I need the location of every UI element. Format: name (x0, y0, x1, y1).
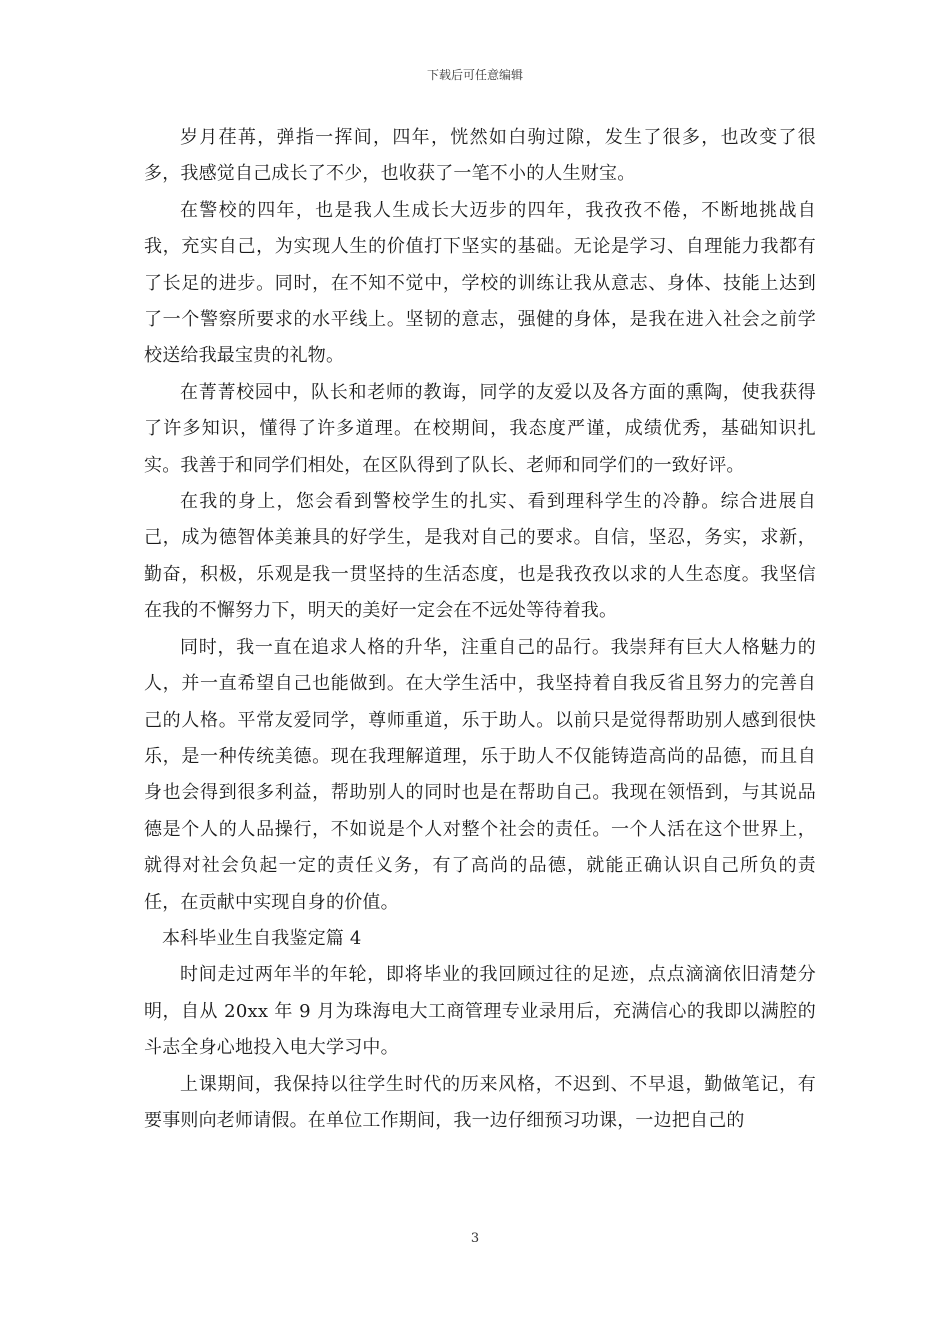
paragraph-3: 在菁菁校园中，队长和老师的教诲，同学的友爱以及各方面的熏陶，使我获得了许多知识，懂得了许多道理。在校期间，我态度严谨，成绩优秀，基础知识扎实。我善于和同学们相处，在区队得到了队长、老师和同学们的一致好评。 (144, 381, 816, 476)
paragraph-5: 同时，我一直在追求人格的升华，注重自己的品行。我崇拜有巨大人格魅力的人，并一直希望自己也能做到。在大学生活中，我坚持着自我反省且努力的完善自己的人格。平常友爱同学，尊师重道，乐于助人。以前只是觉得帮助别人感到很快乐，是一种传统美德。现在我理解道理，乐于助人不仅能铸造高尚的品德，而且自身也会得到很多利益，帮助别人的同时也是在帮助自己。我现在领悟到，与其说品德是个人的人品操行，不如说是个人对整个社会的责任。一个人活在这个世界上，就得对社会负起一定的责任义务，有了高尚的品德，就能正确认识自己所负的责任，在贡献中实现自身的价值。 (144, 636, 816, 913)
paragraph-6: 时间走过两年半的年轮，即将毕业的我回顾过往的足迹，点点滴滴依旧清楚分明，自从 20xx 年 9 月为珠海电大工商管理专业录用后，充满信心的我即以满腔的斗志全身心地投入电大学习中。 (144, 964, 816, 1059)
paragraph-2: 在警校的四年，也是我人生成长大迈步的四年，我孜孜不倦，不断地挑战自我，充实自己，为实现人生的价值打下坚实的基础。无论是学习、自理能力我都有了长足的进步。同时，在不知不觉中，学校的训练让我从意志、身体、技能上达到了一个警察所要求的水平线上。坚韧的意志，强健的身体，是我在进入社会之前学校送给我最宝贵的礼物。 (144, 199, 816, 367)
paragraph-1: 岁月荏苒，弹指一挥间，四年，恍然如白驹过隙，发生了很多，也改变了很多，我感觉自己成长了不少，也收获了一笔不小的人生财宝。 (144, 127, 816, 185)
paragraph-4: 在我的身上，您会看到警校学生的扎实、看到理科学生的冷静。综合进展自己，成为德智体美兼具的好学生，是我对自己的要求。自信，坚忍，务实，求新，勤奋，积极，乐观是我一贯坚持的生活态度，也是我孜孜以求的人生态度。我坚信在我的不懈努力下，明天的美好一定会在不远处等待着我。 (144, 491, 816, 622)
paragraph-7: 上课期间，我保持以往学生时代的历来风格，不迟到、不早退，勤做笔记，有要事则向老师请假。在单位工作期间，我一边仔细预习功课，一边把自己的 (144, 1073, 816, 1131)
page-header: 下载后可任意编辑 (426, 68, 523, 82)
page-number: 3 (470, 1231, 480, 1246)
section-heading: 本科毕业生自我鉴定篇 4 (162, 927, 362, 949)
document-body (144, 120, 816, 1139)
